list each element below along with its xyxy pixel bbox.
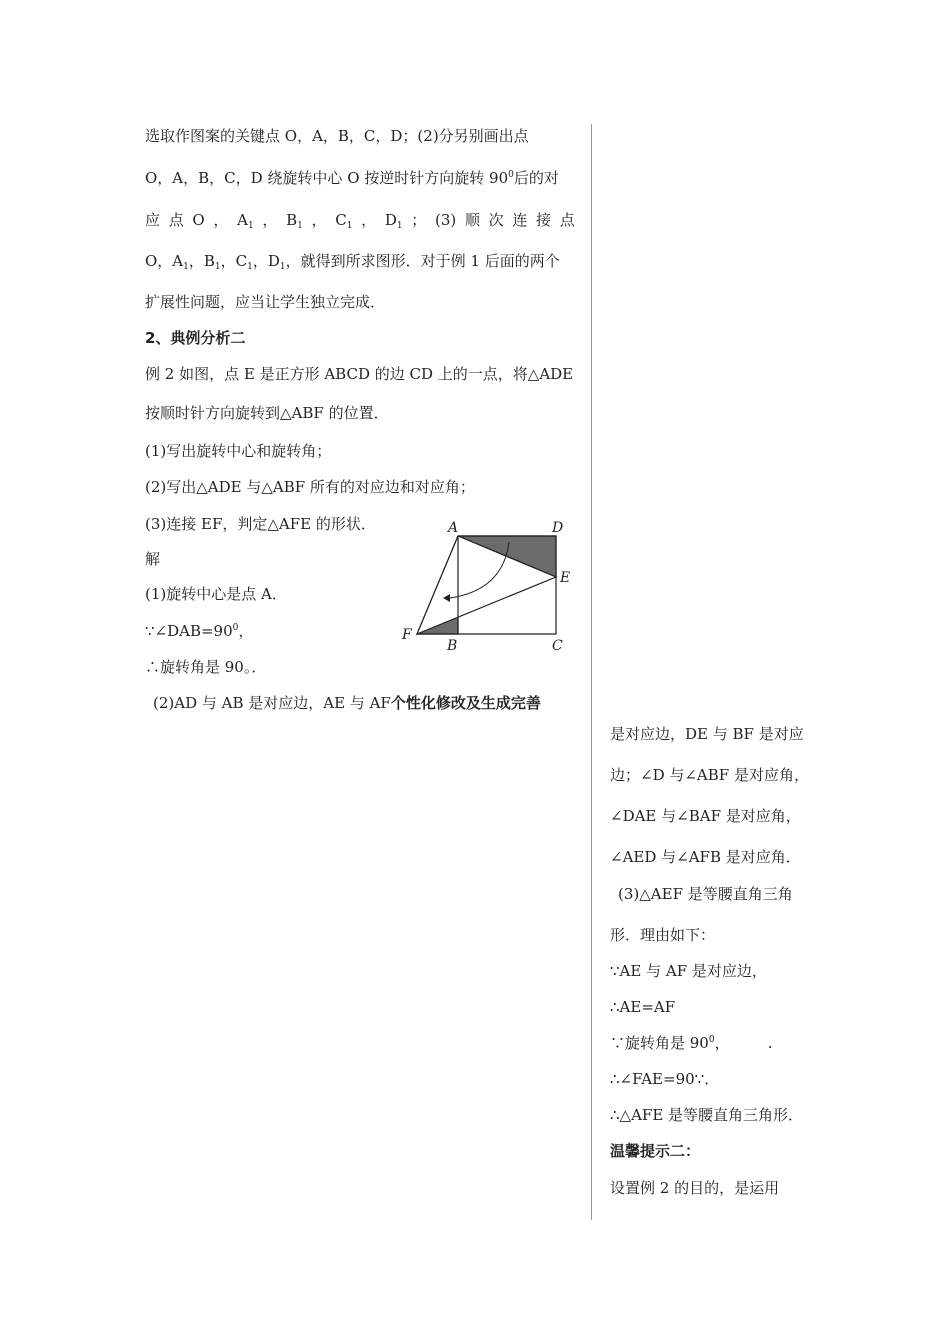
solution-line: (1)旋转中心是点 A． [145, 585, 287, 603]
label-e: E [560, 570, 571, 586]
text-line: O，$A_1$，$B_1$，$C_1$，$D_1$，就得到所求图形．对于例 1 后面的两个 [145, 252, 560, 272]
text-line: ∴AE=AF [610, 998, 676, 1016]
text-line: O，A，B，C，D 绕旋转中心 O 按逆时针方向旋转 $90^0$后的对 [145, 169, 559, 187]
section-heading: 2、典例分析二 [145, 329, 246, 347]
example-text: 按顺时针方向旋转到△ABF 的位置． [145, 404, 389, 422]
question-1: (1)写出旋转中心和旋转角； [145, 442, 332, 460]
text-token: (3) [435, 211, 457, 229]
solution-line: ∴旋转角是 90。． [145, 658, 267, 676]
solution-line: $\because\angle DAB=90^0$， [145, 622, 254, 640]
text-token: 点 [168, 211, 184, 229]
label-b: B [447, 638, 458, 654]
rotation-square-figure [398, 518, 582, 658]
solution-line: (2)AD 与 AB 是对应边，AE 与 AF个性化修改及生成完善 [153, 694, 541, 712]
text-line: 设置例 2 的目的，是运用 [610, 1179, 780, 1197]
text-token: ， [361, 211, 377, 229]
text-token: $C_1$ [335, 211, 353, 231]
text-token: 接 [536, 211, 552, 229]
text-line: 形．理由如下： [610, 926, 716, 944]
label-a: A [448, 520, 459, 536]
text-token: $B_1$ [286, 211, 303, 231]
text-token: O [192, 211, 205, 229]
text-line: (3)△AEF 是等腰直角三角 [618, 885, 793, 903]
text-line: ∵旋转角是 $90^0$， . [610, 1034, 773, 1052]
text-line: ∴∠FAE=90∵． [610, 1070, 720, 1088]
margin-note: 个性化修改及生成完善 [390, 694, 541, 712]
text-token: 点 [559, 211, 575, 229]
question-3: (3)连接 EF，判定△AFE 的形状． [145, 515, 376, 533]
text-line: 选取作图案的关键点 O，A，B，C，D；(2)分另别画出点 [145, 127, 529, 145]
question-2: (2)写出△ADE 与△ABF 所有的对应边和对应角； [145, 478, 475, 496]
text-line: ∴△AFE 是等腰直角三角形． [610, 1106, 804, 1124]
text-token: ， [262, 211, 278, 229]
text-token: $D_1$ [384, 211, 403, 231]
tip-heading: 温馨提示二： [610, 1142, 701, 1160]
text-line: 扩展性问题，应当让学生独立完成． [145, 293, 386, 311]
text-token: 应 [145, 211, 161, 229]
text-line: ∠DAE 与∠BAF 是对应角， [610, 807, 801, 825]
text-token: $A_1$ [237, 211, 254, 231]
text-token: ， [213, 211, 229, 229]
column-divider [591, 124, 592, 1220]
text-line: ∠AED 与∠AFB 是对应角． [610, 848, 801, 866]
text-line-justified [145, 210, 575, 230]
text-line: ∵AE 与 AF 是对应边， [610, 962, 767, 980]
label-f: F [402, 627, 412, 643]
text-line: 是对应边，DE 与 BF 是对应 [610, 725, 804, 743]
solution-label: 解 [145, 550, 161, 568]
label-d: D [552, 520, 564, 536]
label-c: C [552, 638, 563, 654]
text-token: 次 [488, 211, 504, 229]
text-line: 边；∠D 与∠ABF 是对应角， [610, 766, 809, 784]
text-token: 连 [512, 211, 528, 229]
text-token: ； [411, 211, 427, 229]
text-token: 顺 [464, 211, 480, 229]
example-text: 例 2 如图，点 E 是正方形 ABCD 的边 CD 上的一点，将△ADE [145, 365, 574, 383]
text-token: ， [311, 211, 327, 229]
